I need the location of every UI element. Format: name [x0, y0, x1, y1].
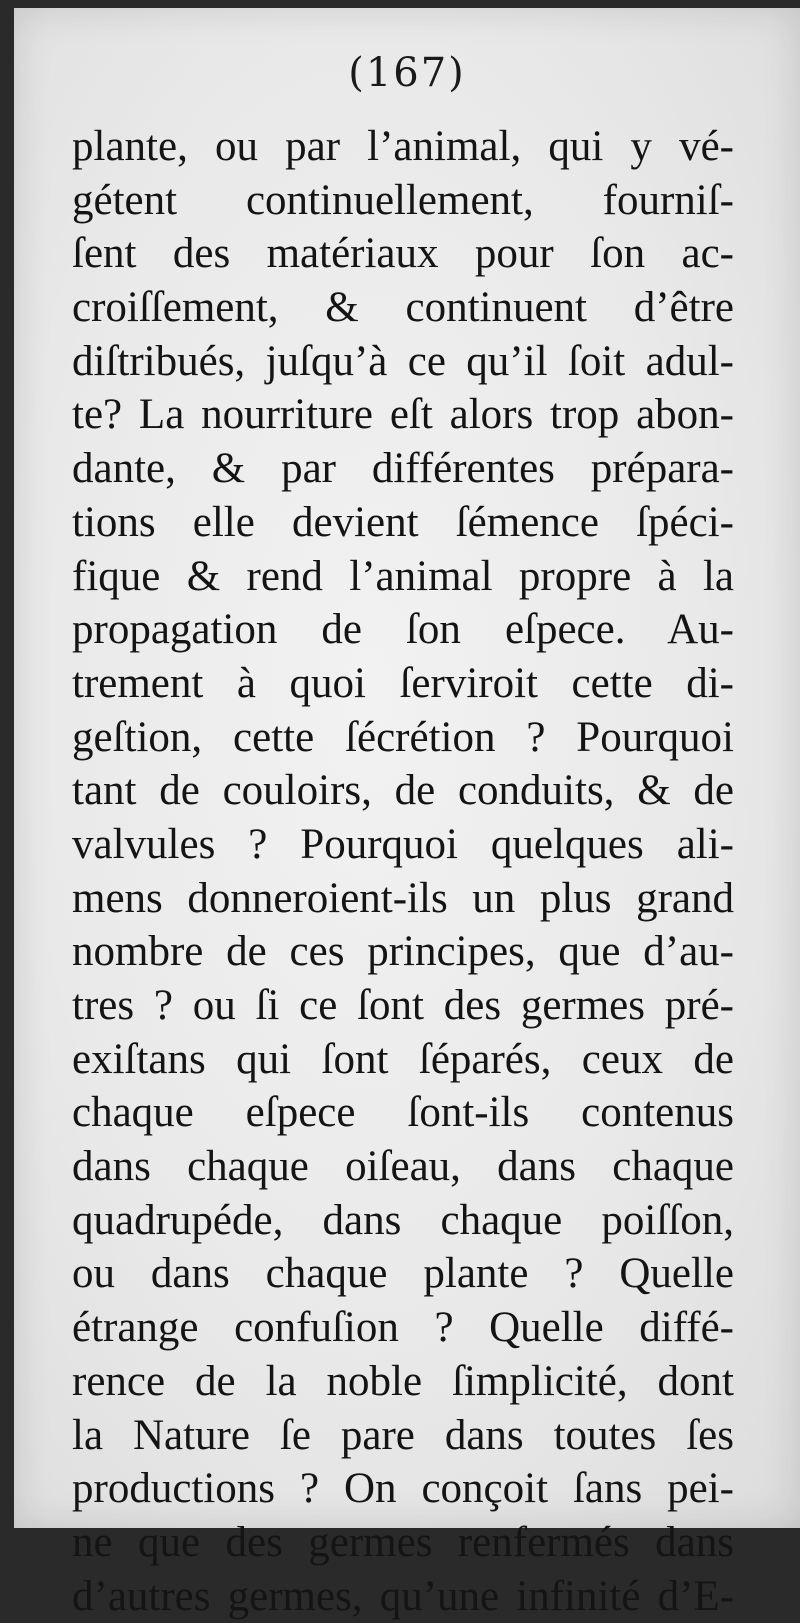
text-line: mens donneroient-ils un plus grand [72, 874, 734, 922]
text-line: geſtion, cette ſécrétion ? Pourquoi [72, 713, 734, 761]
text-line: quadrupéde, dans chaque poiſſon, [72, 1196, 734, 1244]
text-line: propagation de ſon eſpece. Au- [72, 606, 734, 654]
text-line: exiſtans qui ſont ſéparés, ceux de [72, 1035, 734, 1083]
book-page [14, 8, 800, 1620]
text-line: dans chaque oiſeau, dans chaque [72, 1143, 734, 1191]
text-line: tant de couloirs, de conduits, & de [72, 767, 734, 815]
text-line: diſtribués, juſqu’à ce qu’il ſoit adul- [72, 337, 734, 385]
text-line: étrange confuſion ? Quelle diffé- [72, 1304, 734, 1352]
text-line: valvules ? Pourquoi quelques ali- [72, 820, 734, 868]
text-line: croiſſement, & continuent d’être [72, 284, 734, 332]
text-line: ſent des matériaux pour ſon ac- [72, 230, 734, 278]
text-line: tions elle devient ſémence ſpéci- [72, 498, 734, 546]
text-line: gétent continuellement, fourniſ- [72, 176, 734, 224]
text-line: fique & rend l’animal propre à la [72, 552, 734, 600]
text-line: tres ? ou ſi ce ſont des germes pré- [72, 982, 734, 1029]
text-line: trement à quoi ſerviroit cette di- [72, 659, 734, 707]
text-line: productions ? On conçoit ſans pei- [72, 1465, 734, 1513]
body-text [72, 120, 734, 1623]
page-number: (167) [348, 50, 466, 96]
text-line: plante, ou par l’animal, qui y vé- [72, 123, 734, 170]
text-line: rence de la noble ſimplicité, dont [72, 1357, 734, 1405]
text-line: nombre de ces principes, que d’au- [72, 928, 734, 976]
text-line: ne que des germes renfermés dans [72, 1518, 734, 1566]
text-line: te? La nourriture eſt alors trop abon- [72, 391, 734, 439]
text-line: dante, & par différentes prépara- [72, 445, 734, 493]
text-line: d’autres germes, qu’une infinité d’E- [72, 1572, 734, 1620]
text-line: la Nature ſe pare dans toutes ſes [72, 1411, 734, 1459]
text-line: ou dans chaque plante ? Quelle [72, 1250, 734, 1298]
text-line: chaque eſpece ſont-ils contenus [72, 1089, 734, 1137]
